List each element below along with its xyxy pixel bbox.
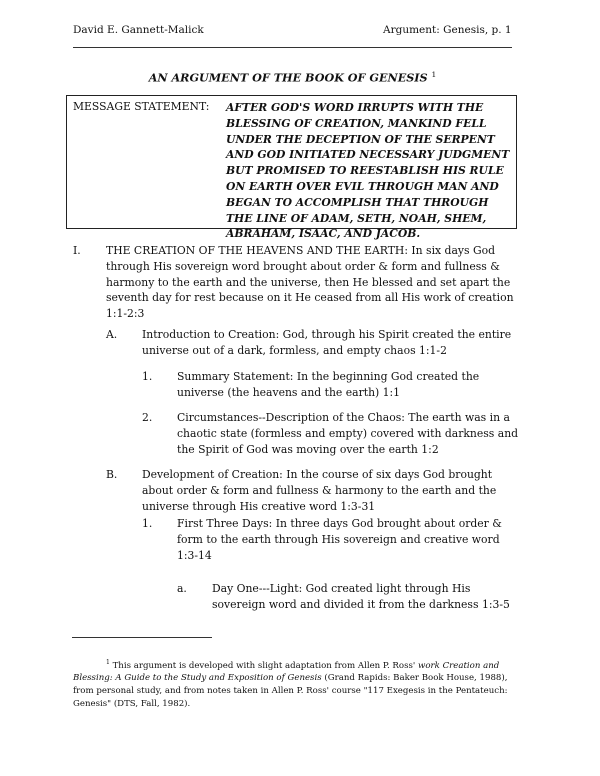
outline-item-B1a: Day One---Light: God created light through His sovereign word and divided it from the darkness 1:3-5 bbox=[212, 582, 510, 611]
outline-item-B: Development of Creation: In the course of six days God brought about order & form and fullness & harmony to the earth and the universe through His creative word 1:3-31 bbox=[142, 468, 497, 513]
outline-num-A2: 2. bbox=[142, 411, 153, 424]
document-title bbox=[73, 70, 512, 85]
header-page-label: Argument: Genesis, p. 1 bbox=[383, 24, 512, 36]
outline-item-B1: First Three Days: In three days God brought about order & form to the earth through His sovereign and creative word 1:3-14 bbox=[177, 517, 502, 562]
footnote-citation: (Grand Rapids: Baker Book House, 1988), from personal study, and from notes taken in Allen P. Ross' course "117 Exegesis in the Pentateuch: Genesis" (DTS, Fall, 1982). bbox=[73, 673, 508, 709]
outline-num-A1: 1. bbox=[142, 370, 153, 383]
header-author: David E. Gannett-Malick bbox=[73, 24, 204, 36]
outline-item-I: THE CREATION OF THE HEAVENS AND THE EARTH: In six days God through His sovereign word brought about order & form and fullness & harmony to the earth and the universe, then He blessed and set apart the seventh day for rest because on it He ceased from all His work of creation 1:1-2:3 bbox=[106, 244, 514, 321]
footnote-work-title: work Creation and Blessing: A Guide to the Study and Exposition of Genesis bbox=[73, 660, 500, 684]
outline-num-A: A. bbox=[106, 328, 118, 341]
footnote bbox=[73, 657, 525, 710]
message-statement-box bbox=[66, 95, 517, 241]
message-text: AFTER GOD'S WORD IRRUPTS WITH THE BLESSING OF CREATION, MANKIND FELL UNDER THE DECEPTION OF THE SERPENT AND GOD INITIATED NECESSARY JUDGMENT BUT PROMISED TO REESTABLISH HIS RULE ON EARTH OVER EVIL THROUGH MAN AND BEGAN TO ACCOMPLISH THAT THROUGH THE LINE OF ADAM, SETH, NOAH, SHEM, ABRAHAM, ISAAC, AND JACOB. bbox=[226, 101, 510, 241]
outline-num-B: B. bbox=[106, 468, 118, 481]
message-label: MESSAGE STATEMENT: bbox=[73, 100, 210, 113]
header-rule bbox=[73, 47, 512, 48]
outline-num-B1: 1. bbox=[142, 517, 153, 530]
title-footnote-ref[interactable]: 1 bbox=[431, 70, 437, 79]
outline-item-A1: Summary Statement: In the beginning God created the universe (the heavens and the earth) 1:1 bbox=[177, 370, 480, 399]
footnote-mark: 1 bbox=[106, 659, 110, 666]
title-text: AN ARGUMENT OF THE BOOK OF GENESIS bbox=[148, 70, 428, 85]
footnote-lead: This argument is developed with slight adaptation from Allen P. Ross' bbox=[112, 660, 416, 671]
outline-item-A2: Circumstances--Description of the Chaos: The earth was in a chaotic state (formless and empty) covered with darkness and the Spirit of God was moving over the earth 1:2 bbox=[177, 411, 519, 456]
outline-num-B1a: a. bbox=[177, 582, 187, 595]
footnote-rule bbox=[72, 637, 212, 638]
outline-num-I: I. bbox=[73, 244, 81, 257]
outline-item-A: Introduction to Creation: God, through his Spirit created the entire universe out of a dark, formless, and empty chaos 1:1-2 bbox=[142, 328, 512, 357]
